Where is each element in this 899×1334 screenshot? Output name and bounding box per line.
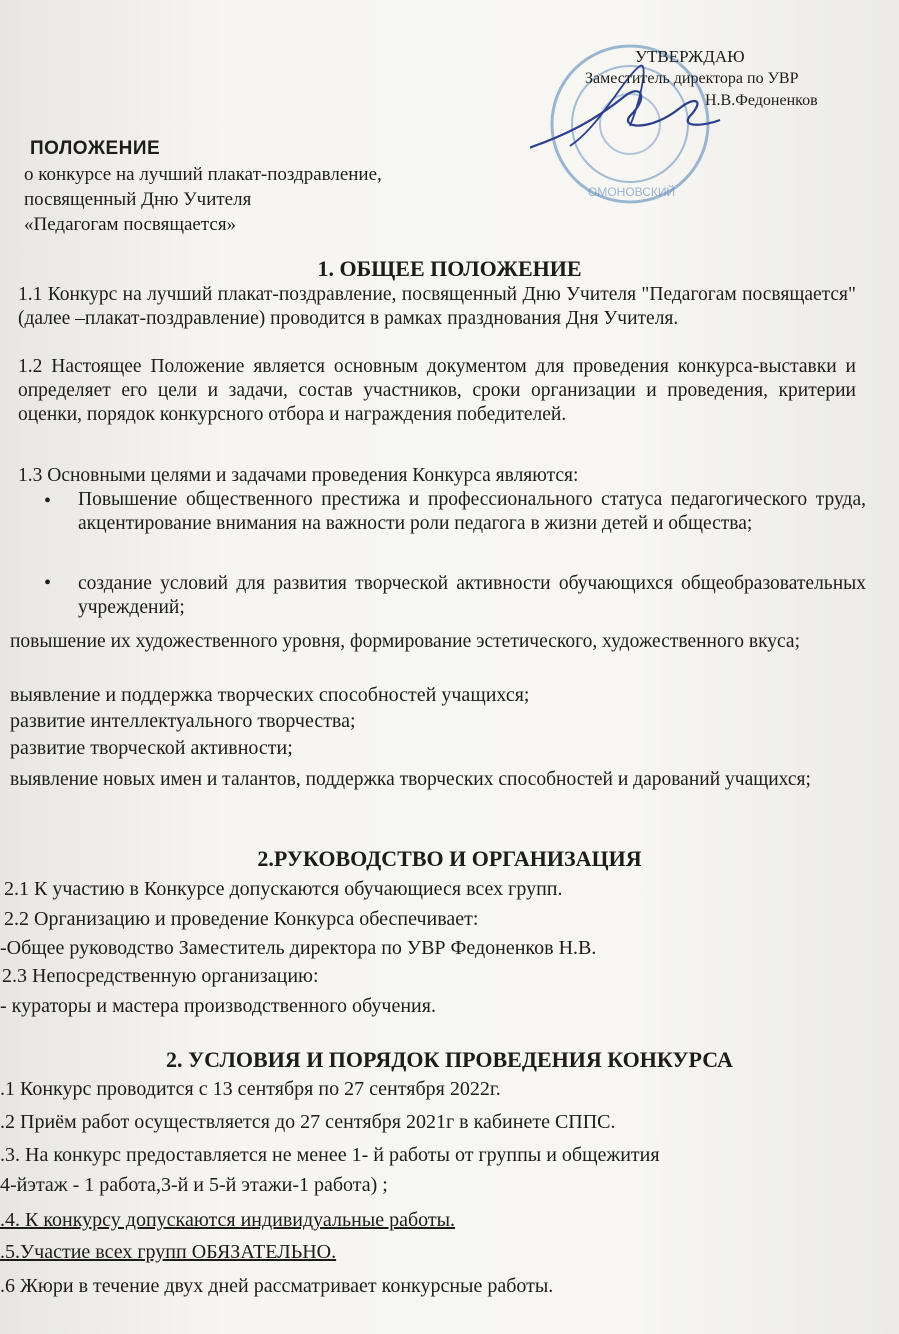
bullet-dot: •	[44, 572, 52, 594]
list-item: выявление новых имен и талантов, поддержка творческих способностей и дарований учащихся;	[10, 769, 811, 790]
section-3-line: .1 Конкурс проводится с 13 сентября по 27 сентября 2022г.	[0, 1078, 501, 1100]
list-item: развитие творческой активности;	[10, 737, 293, 759]
section-2-line: 2.1 К участию в Конкурсе допускаются обучающиеся всех групп.	[4, 878, 563, 900]
section-2-line: -Общее руководство Заместитель директора по УВР Федоненков Н.В.	[0, 937, 597, 959]
paragraph-1-3: 1.3 Основными целями и задачами проведения Конкурса являются:	[18, 465, 579, 486]
section-3-heading: 2. УСЛОВИЯ И ПОРЯДОК ПРОВЕДЕНИЯ КОНКУРСА	[166, 1047, 733, 1072]
section-3-line: .2 Приём работ осуществляется до 27 сентября 2021г в кабинете СППС.	[0, 1111, 616, 1133]
section-1-heading: 1. ОБЩЕЕ ПОЛОЖЕНИЕ	[317, 256, 582, 281]
section-3-line: .5.Участие всех групп ОБЯЗАТЕЛЬНО.	[0, 1241, 337, 1263]
bullet-item: создание условий для развития творческой активности обучающихся общеобразовательных учреждений;	[78, 573, 866, 618]
document-title: ПОЛОЖЕНИЕ	[30, 138, 161, 159]
svg-text:ОМОНОВСКИЙ: ОМОНОВСКИЙ	[588, 185, 676, 199]
section-2-heading: 2.РУКОВОДСТВО И ОРГАНИЗАЦИЯ	[257, 846, 642, 871]
list-item: повышение их художественного уровня, формирование эстетического, художественного вкуса;	[10, 631, 800, 652]
bullet-dot: •	[44, 490, 52, 512]
section-2-line: 2.3 Непосредственную организацию:	[2, 965, 319, 987]
document-subtitle	[24, 162, 382, 237]
approval-title: УТВЕРЖДАЮ	[635, 47, 745, 66]
approval-name: Н.В.Федоненков	[705, 92, 818, 109]
approval-role: Заместитель директора по УВР	[585, 70, 799, 87]
section-3-line: .6 Жюри в течение двух дней рассматривает конкурсные работы.	[0, 1275, 554, 1297]
section-3-line: .4. К конкурсу допускаются индивидуальные работы.	[0, 1209, 456, 1231]
subtitle-line: о конкурсе на лучший плакат-поздравление,	[24, 164, 382, 185]
paragraph-1-2: 1.2 Настоящее Положение является основным документом для проведения конкурса-выставки и определяет его цели и задачи, состав участников, сроки организации и проведения, критерии оценки, порядок конкурсного отбора и награждения победителей.	[18, 356, 856, 425]
paragraph-1-1: 1.1 Конкурс на лучший плакат-поздравление, посвященный Дню Учителя "Педагогам посвящается" (далее –плакат-поздравление) проводится в рамках празднования Дня Учителя.	[18, 284, 856, 329]
section-2-line: 2.2 Организацию и проведение Конкурса обеспечивает:	[4, 908, 479, 930]
list-item: развитие интеллектуального творчества;	[10, 710, 356, 732]
section-2-line: - кураторы и мастера производственного обучения.	[0, 995, 436, 1017]
bullet-item: Повышение общественного престижа и профессионального статуса педагогического труда, акцентирование внимания на важности роли педагога в жизни детей и общества;	[78, 489, 866, 534]
subtitle-line: посвященный Дню Учителя	[24, 189, 252, 210]
subtitle-line: «Педагогам посвящается»	[24, 214, 237, 235]
section-3-line: 4-йэтаж - 1 работа,3-й и 5-й этажи-1 работа) ;	[0, 1174, 388, 1196]
list-item: выявление и поддержка творческих способностей учащихся;	[10, 684, 530, 706]
section-3-line: .3. На конкурс предоставляется не менее 1- й работы от группы и общежития	[0, 1144, 660, 1166]
